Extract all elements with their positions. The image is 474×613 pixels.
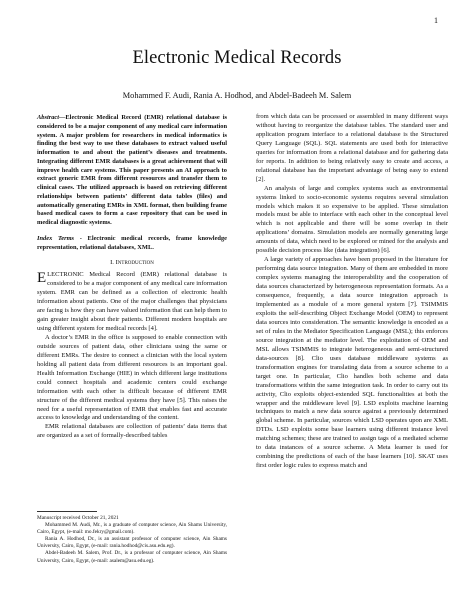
footnote-divider (37, 511, 97, 512)
abstract-lead: Abstract (37, 114, 60, 121)
intro-paragraph-1 (37, 271, 227, 334)
body-paragraph-2: An analysis of large and complex systems such as environmental systems linked to socio-economic systems requires several simulation models which makes it so expensive to be applied. These simulation models must be able to interface with each other in the conceptual level which is not applicable and there will be some overlap in their applications’ domains. Simulation models are normally generating large amounts of data, which need to be explored or mined for the analysis and possible decision process like (data integration) [6]. (256, 184, 448, 255)
index-terms-text: - Electronic medical records, frame knowledge representation, relational databases, XML. (37, 234, 228, 251)
footnote-author-1: Mohammed M. Audi, Mr., is a graduate of computer science, Ain Shams University, Cairo, Egypt, (e-mail: mo.fekry@gmail.com). (37, 522, 227, 536)
abstract-text: —Electronic Medical Record (EMR) relational database is considered to be a major component of any medical care information system. A major problem for researchers in medical informatics is finding the best way to use these databases to extract valued useful information to and about the patient’s diseases and treatments. Integrating different EMR databases is a great achievement that will improve health care systems. This paper presents an AI approach to extract generic EMR from different resources and transfer them to clinical cases. The utilized approach is based on retrieving different relationships between patients’ different data tables (files) and automatically generating EMRs in XML format, then building frame based medical cases to form a case repository that can be used in medical diagnostic systems. (37, 114, 227, 226)
paper-title: Electronic Medical Records (132, 48, 342, 68)
footnotes (37, 511, 227, 565)
body-paragraph-3: A large variety of approaches have been proposed in the literature for performing data source integration. Many of them are embedded in more complex systems managing the interoperability and the cooperation of data sources characterized by heterogeneous representation formats. As a consequence, frequently, a data source integration approach is implemented as a module of a more general system [7]. TSIMMIS exploits the self-describing Object Exchange Model (OEM) to represent data sources into consideration. The semantic knowledge is encoded as a set of rules in the Mediator Specification Language (MSL); this enforces source integration at the mediator level. The exploitation of OEM and MSL allows TSIMMIS to integrate heterogeneous and semi-structured data-sources [8]. Clio uses database middleware systems as transformation engines for translating data from a source scheme to a target one. In particular, Clio handles both scheme and data transformations within the same integration task. In order to carry out its activity, Clio exploits object-extended SQL functionalities at both the wrapper and the middleware level [9]. LSD exploits machine learning techniques to match a new data source against a previously determined global scheme. In particular, sources which LSD operates upon are XML DTDs. LSD exploits some base learners using different instance level matching schemes; these are trained to assign tags of a mediated scheme to data instances of a source scheme. A Meta learner is used for combining the predictions of each of the base learners [10]. SKAT uses first order logic rules to express match and (256, 256, 448, 470)
abstract (37, 114, 227, 228)
footnote-author-2: Rania A. Hodhod, Dr., is an assistant professor of computer science, Ain Shams University, Cairo, Egypt, (e-mail: rania.hodhod@cis.asu.edu.eg). (37, 536, 227, 550)
page-number: 1 (434, 16, 438, 25)
body-paragraph-1: from which data can be processed or assembled in many different ways without having to reorganize the database tables. The standard user and application program interface to a relational database is the Structured Query Language (SQL). SQL statements are used both for interactive queries for information from a relational database and for gathering data for reports. In addition to being relatively easy to create and access, a relational database has the important advantage of being easy to extend [2]. (256, 113, 448, 183)
index-terms (37, 235, 227, 253)
footnote-received: Manuscript received October 21, 2021 (37, 515, 119, 521)
intro-paragraph-2: A doctor’s EMR in the office is supposed to enable connection with outside sources of patient data, other clinicians using the same or different EMRs. The desire to connect a clinician with the local system holding all patient data from different resources is an important goal. Health Information Exchange (HIE) in which different large institutions could connect hospitals and academic centers could exchange information with each other is difficult because of different EMR structure of the different medical systems they have [5]. This raises the need for a useful representation of EMR that enables fast and accurate access to knowledge and understanding of the content. (37, 333, 227, 422)
drop-cap: E (37, 270, 47, 287)
index-terms-lead: Index Terms (37, 234, 75, 242)
intro-paragraph-1-text: LECTRONIC Medical Record (EMR) relational database is considered to be a major component of any medical care information system. EMR can be defined as a collection of electronic health information about patients. One of the major challenges that physicians are facing is how they can have valued information that can help them to gain greater insight about their patients. Different modern hospitals are using different system for medical records [4]. (37, 271, 227, 332)
author-list: Mohammed F. Audi, Rania A. Hodhod, and Abdel-Badeeh M. Salem (122, 91, 352, 100)
intro-paragraph-3: EMR relational databases are collection of patients’ data items that are organized as a set of formally-described tables (37, 423, 227, 440)
footnote-author-3: Abdel-Badeeh M. Salem, Prof. Dr., is a professor of computer science, Ain Shams University, Cairo, Egypt, (e-mail: asalem@asu.edu.eg). (37, 550, 227, 564)
left-column (37, 114, 227, 441)
section-heading-introduction: I. Introduction (110, 259, 154, 267)
right-column (256, 113, 448, 471)
